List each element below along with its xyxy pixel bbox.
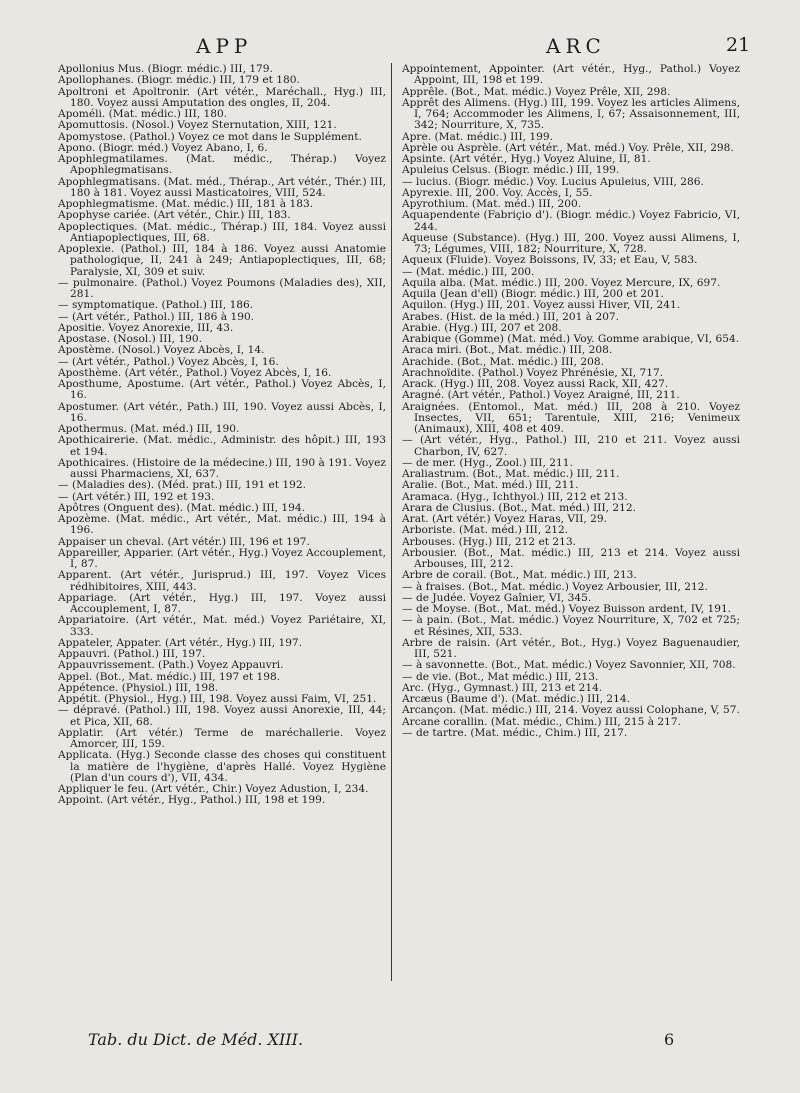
- right-column: [402, 64, 740, 739]
- index-entry: Arabique (Gomme) (Mat. méd.) Voy. Gomme arabique, VI, 654.: [402, 333, 740, 345]
- signature-number: 6: [664, 1030, 675, 1049]
- index-entry: Aquila alba. (Mat. médic.) III, 200. Voyez Mercure, IX, 697.: [402, 276, 721, 289]
- index-entry: Araca miri. (Bot., Mat. médic.) III, 208.: [402, 344, 613, 357]
- index-entry: — (Mat. médic.) III, 200.: [402, 265, 535, 278]
- index-entry: Appariage. (Art vétér., Hyg.) III, 197. Voyez aussi Accouplement, I, 87.: [58, 591, 386, 615]
- index-entry: Aposthume, Apostume. (Art vétér., Pathol.) Voyez Abcès, I, 16.: [58, 378, 386, 402]
- index-entry: Araliastrum. (Bot., Mat. médic.) III, 211.: [402, 468, 620, 480]
- index-entry: — (Maladies des). (Méd. prat.) III, 191 et 192.: [58, 479, 306, 492]
- index-entry: Araignées. (Entomol., Mat. méd.) III, 208 à 210. Voyez Insectes, VII, 651; Tarentule, XIII, 216; Venimeux (Animaux), XIII, 408 et 409.: [402, 400, 740, 435]
- running-head-right: ARC: [546, 34, 606, 58]
- index-entry: Apozème. (Mat. médic., Art vétér., Mat. médic.) III, 194 à 196.: [58, 513, 386, 537]
- index-entry: — de tartre. (Mat. médic., Chim.) III, 217.: [402, 726, 628, 739]
- index-entry: Aqueux (Fluide). Voyez Boissons, IV, 33; et Eau, V, 583.: [402, 254, 698, 267]
- index-entry: Aquila (Jean d'ell) (Biogr. médic.) III, 200 et 201.: [402, 288, 664, 300]
- index-entry: Apothicairerie. (Mat. médic., Administr. des hôpit.) III, 193 et 194.: [58, 434, 386, 458]
- index-entry: — de mer. (Hyg., Zool.) III, 211.: [402, 456, 573, 469]
- index-entry: — à pain. (Bot., Mat. médic.) Voyez Nourriture, X, 702 et 725; et Résines, XII, 533.: [402, 614, 740, 638]
- index-entry: Apoplexie. (Pathol.) III, 184 à 186. Voyez aussi Anatomie pathologique, II, 241 à 249; Antiapoplectiques, III, 68; Paralysie, XI, 309 et suiv.: [58, 243, 386, 278]
- index-entry: Appétence. (Physiol.) III, 198.: [58, 681, 219, 694]
- index-entry: Apostase. (Nosol.) III, 190.: [58, 333, 202, 345]
- index-entry: Apôtres (Onguent des). (Mat. médic.) III, 194.: [58, 501, 305, 514]
- index-entry: Apuleius Celsus. (Biogr. médic.) III, 199.: [402, 164, 620, 177]
- index-entry: Arachnoïdite. (Pathol.) Voyez Phrénésie, XI, 717.: [402, 366, 664, 379]
- index-entry: Appateler, Appater. (Art vétér., Hyg.) III, 197.: [58, 636, 303, 649]
- index-entry: Apono. (Biogr. méd.) Voyez Abano, I, 6.: [58, 141, 268, 154]
- column-divider: [391, 63, 392, 981]
- index-entry: Aprèle ou Asprèle. (Art vétér., Mat. méd.) Voy. Prêle, XII, 298.: [402, 141, 734, 154]
- index-entry: Aralie. (Bot., Mat. méd.) III, 211.: [402, 479, 579, 492]
- index-entry: Arbre de corail. (Bot., Mat. médic.) III, 213.: [402, 569, 637, 582]
- index-entry: Apprêle. (Bot., Mat. médic.) Voyez Prêle, XII, 298.: [402, 85, 671, 98]
- index-entry: — (Art vétér., Pathol.) Voyez Abcès, I, 16.: [58, 355, 279, 368]
- index-entry: — (Art vétér., Hyg., Pathol.) III, 210 et 211. Voyez aussi Charbon, IV, 627.: [402, 434, 740, 458]
- index-entry: Appétit. (Physiol., Hyg.) III, 198. Voyez aussi Faim, VI, 251.: [58, 693, 377, 705]
- index-entry: — lucius. (Biogr. médic.) Voy. Lucius Apuleius, VIII, 286.: [402, 175, 704, 188]
- index-entry: Aqueuse (Substance). (Hyg.) III, 200. Voyez aussi Alimens, I, 73; Légumes, VIII, 182; Nourriture, X, 728.: [402, 231, 740, 255]
- index-entry: Arc. (Hyg., Gymnast.) III, 213 et 214.: [402, 681, 603, 694]
- index-entry: Applatir. (Art vétér.) Terme de maréchallerie. Voyez Amorcer, III, 159.: [58, 726, 386, 750]
- index-entry: Appliquer le feu. (Art vétér., Chir.) Voyez Adustion, I, 234.: [58, 783, 369, 795]
- index-entry: — à savonnette. (Bot., Mat. médic.) Voyez Savonnier, XII, 708.: [402, 659, 736, 672]
- index-entry: — symptomatique. (Pathol.) III, 186.: [58, 299, 254, 312]
- index-entry: Arcançon. (Mat. médic.) III, 214. Voyez aussi Colophane, V, 57.: [402, 704, 740, 717]
- page-number: 21: [726, 34, 751, 56]
- index-entry: Apre. (Mat. médic.) III, 199.: [402, 130, 553, 143]
- index-entry: Appaiser un cheval. (Art vétér.) III, 196 et 197.: [58, 535, 310, 548]
- index-entry: Applicata. (Hyg.) Seconde classe des choses qui constituent la matière de l'hygiène, d'après Hallé. Voyez Hygiène (Plan d'un cours d'), VII, 434.: [58, 749, 386, 784]
- index-entry: Aposthème. (Art vétér., Pathol.) Voyez Abcès, I, 16.: [58, 366, 332, 379]
- index-entry: Apollonius Mus. (Biogr. médic.) III, 179.: [58, 63, 273, 75]
- index-entry: Apomuttosis. (Nosol.) Voyez Sternutation, XIII, 121.: [58, 119, 337, 132]
- index-entry: Apophlegmatisans. (Mat. méd., Thérap., Art vétér., Thér.) III, 180 à 181. Voyez aussi Masticatoires, VIII, 524.: [58, 175, 386, 199]
- index-entry: Apyrothium. (Mat. méd.) III, 200.: [402, 198, 582, 210]
- index-entry: Aramaca. (Hyg., Ichthyol.) III, 212 et 213.: [402, 490, 628, 503]
- index-entry: Appel. (Bot., Mat. médic.) III, 197 et 198.: [58, 670, 281, 683]
- signature-mark: Tab. du Dict. de Méd. XIII.: [88, 1030, 304, 1049]
- index-entry: Apoltroni et Apoltronir. (Art vétér., Maréchall., Hyg.) III, 180. Voyez aussi Amputation des ongles, II, 204.: [58, 85, 386, 109]
- index-entry: Arbouses. (Hyg.) III, 212 et 213.: [402, 535, 576, 548]
- index-entry: — à fraises. (Bot., Mat. médic.) Voyez Arbousier, III, 212.: [402, 580, 708, 593]
- index-entry: Apostème. (Nosol.) Voyez Abcès, I, 14.: [58, 344, 265, 357]
- index-entry: Arbre de raisin. (Art vétér., Bot., Hyg.) Voyez Baguenaudier, III, 521.: [402, 636, 740, 660]
- index-entry: Arboriste. (Mat. méd.) III, 212.: [402, 524, 569, 537]
- index-entry: Arabes. (Hist. de la méd.) III, 201 à 207.: [402, 310, 620, 323]
- index-entry: Arara de Clusius. (Bot., Mat. méd.) III, 212.: [402, 501, 636, 514]
- index-entry: Aquilon. (Hyg.) III, 201. Voyez aussi Hiver, VII, 241.: [402, 299, 681, 312]
- index-entry: Apsinte. (Art vétér., Hyg.) Voyez Aluine, II, 81.: [402, 153, 651, 165]
- index-entry: — (Art vétér.) III, 192 et 193.: [58, 490, 215, 503]
- running-head-left: APP: [196, 34, 253, 58]
- index-entry: Apollophanes. (Biogr. médic.) III, 179 et 180.: [58, 74, 300, 87]
- index-entry: — de Moyse. (Bot., Mat. méd.) Voyez Buisson ardent, IV, 191.: [402, 603, 732, 615]
- index-entry: Arachide. (Bot., Mat. médic.) III, 208.: [402, 355, 604, 368]
- index-entry: — dépravé. (Pathol.) III, 198. Voyez aussi Anorexie, III, 44; et Pica, XII, 68.: [58, 704, 386, 728]
- index-entry: — (Art vétér., Pathol.) III, 186 à 190.: [58, 310, 255, 323]
- index-entry: Arcane corallin. (Mat. médic., Chim.) III, 215 à 217.: [402, 715, 682, 728]
- index-entry: Appauvrissement. (Path.) Voyez Appauvri.: [58, 659, 284, 672]
- index-entry: Apoméli. (Mat. médic.) III, 180.: [58, 108, 228, 120]
- index-entry: — pulmonaire. (Pathol.) Voyez Poumons (Maladies des), XII, 281.: [58, 276, 386, 300]
- index-entry: Arabie. (Hyg.) III, 207 et 208.: [402, 321, 562, 334]
- index-entry: Apophyse cariée. (Art vétér., Chir.) III, 183.: [58, 209, 291, 222]
- index-entry: Apothermus. (Mat. méd.) III, 190.: [58, 423, 240, 435]
- index-entry: Apophlegmatisme. (Mat. médic.) III, 181 à 183.: [58, 198, 314, 210]
- index-entry: — de Judée. Voyez Gaînier, VI, 345.: [402, 591, 592, 604]
- index-entry: Apomystose. (Pathol.) Voyez ce mot dans le Supplément.: [58, 130, 362, 143]
- index-entry: Appariatoire. (Art vétér., Mat. méd.) Voyez Pariétaire, XI, 333.: [58, 614, 386, 638]
- index-entry: Apprêt des Alimens. (Hyg.) III, 199. Voyez les articles Alimens, I, 764; Accommoder les Alimens, I, 67; Assaisonnement, III, 342; Nourriture, X, 735.: [402, 96, 740, 132]
- index-entry: Appointement, Appointer. (Art vétér., Hyg., Pathol.) Voyez Appoint, III, 198 et 199.: [402, 63, 740, 87]
- index-entry: Apparent. (Art vétér., Jurisprud.) III, 197. Voyez Vices rédhibitoires, XIII, 443.: [58, 569, 386, 593]
- index-entry: Apophlegmatilames. (Mat. médic., Thérap.) Voyez Apophlegmatisans.: [58, 153, 386, 177]
- index-entry: Arat. (Art vétér.) Voyez Haras, VII, 29.: [402, 513, 608, 525]
- index-entry: Apositie. Voyez Anorexie, III, 43.: [58, 321, 234, 334]
- index-entry: Arcæus (Baume d'). (Mat. médic.) III, 214.: [402, 693, 630, 705]
- index-entry: Apostumer. (Art vétér., Path.) III, 190. Voyez aussi Abcès, I, 16.: [58, 400, 386, 424]
- index-entry: — de vie. (Bot., Mat médic.) III, 213.: [402, 670, 599, 683]
- index-entry: Apyrexie. III, 200. Voy. Accès, I, 55.: [402, 186, 593, 199]
- left-column: [58, 64, 386, 807]
- index-entry: Appoint. (Art vétér., Hyg., Pathol.) III, 198 et 199.: [58, 794, 326, 807]
- index-entry: Arack. (Hyg.) III, 208. Voyez aussi Rack, XII, 427.: [402, 378, 669, 390]
- index-entry: Apoplectiques. (Mat. médic., Thérap.) III, 184. Voyez aussi Antiapoplectiques, III, 68.: [58, 220, 386, 244]
- index-entry: Aragné. (Art vétér., Pathol.) Voyez Araigné, III, 211.: [402, 389, 680, 402]
- index-entry: Arbousier. (Bot., Mat. médic.) III, 213 et 214. Voyez aussi Arbouses, III, 212.: [402, 546, 740, 570]
- index-entry: Aquapendente (Fabriçio d'). (Biogr. médic.) Voyez Fabricio, VI, 244.: [402, 209, 740, 233]
- index-entry: Appauvri. (Pathol.) III, 197.: [58, 648, 206, 660]
- index-entry: Apothicaires. (Histoire de la médecine.) III, 190 à 191. Voyez aussi Pharmaciens, XI, 637.: [58, 456, 386, 480]
- index-entry: Appareiller, Apparier. (Art vétér., Hyg.) Voyez Accouplement, I, 87.: [58, 546, 386, 570]
